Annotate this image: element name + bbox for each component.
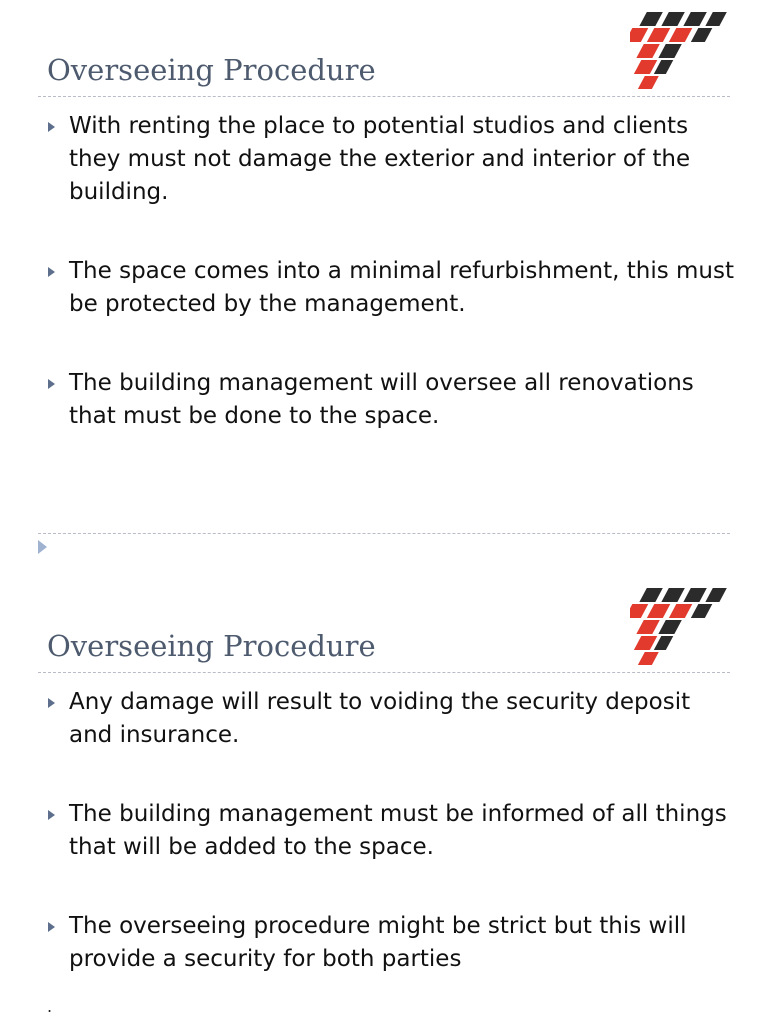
bullet-text: With renting the place to potential studios and clients they must not damage the exterior and interior of the building. [69,113,691,205]
list-item [46,798,736,864]
bullet-text: The building management will oversee all renovations that must be done to the space. [69,370,694,429]
bullet-text: Any damage will result to voiding the security deposit and insurance. [69,689,691,748]
triangle-bullet-icon [48,810,55,820]
title-divider [38,672,730,673]
company-logo-icon [630,6,730,94]
triangle-bullet-icon [48,267,55,277]
bullet-text: The building management must be informed of all things that will be added to the space. [69,801,727,860]
slide-title: Overseeing Procedure [47,53,376,87]
footer-divider [38,533,730,534]
bullet-text: The overseeing procedure might be strict but this will provide a security for both parties [69,913,687,972]
slide-2 [0,576,768,1024]
empty-bullet-icon [38,540,47,554]
slide-title: Overseeing Procedure [47,629,376,663]
trailing-mark: . [47,997,53,1016]
list-item [46,110,736,209]
bullet-list [46,110,736,433]
list-item [46,910,736,976]
bullet-list [46,686,736,976]
triangle-bullet-icon [48,698,55,708]
triangle-bullet-icon [48,922,55,932]
list-item [46,367,736,433]
list-item [46,686,736,752]
bullet-text: The space comes into a minimal refurbishment, this must be protected by the management. [69,258,734,317]
title-divider [38,96,730,97]
triangle-bullet-icon [48,122,55,132]
list-item [46,255,736,321]
company-logo-icon [630,582,730,670]
triangle-bullet-icon [48,379,55,389]
